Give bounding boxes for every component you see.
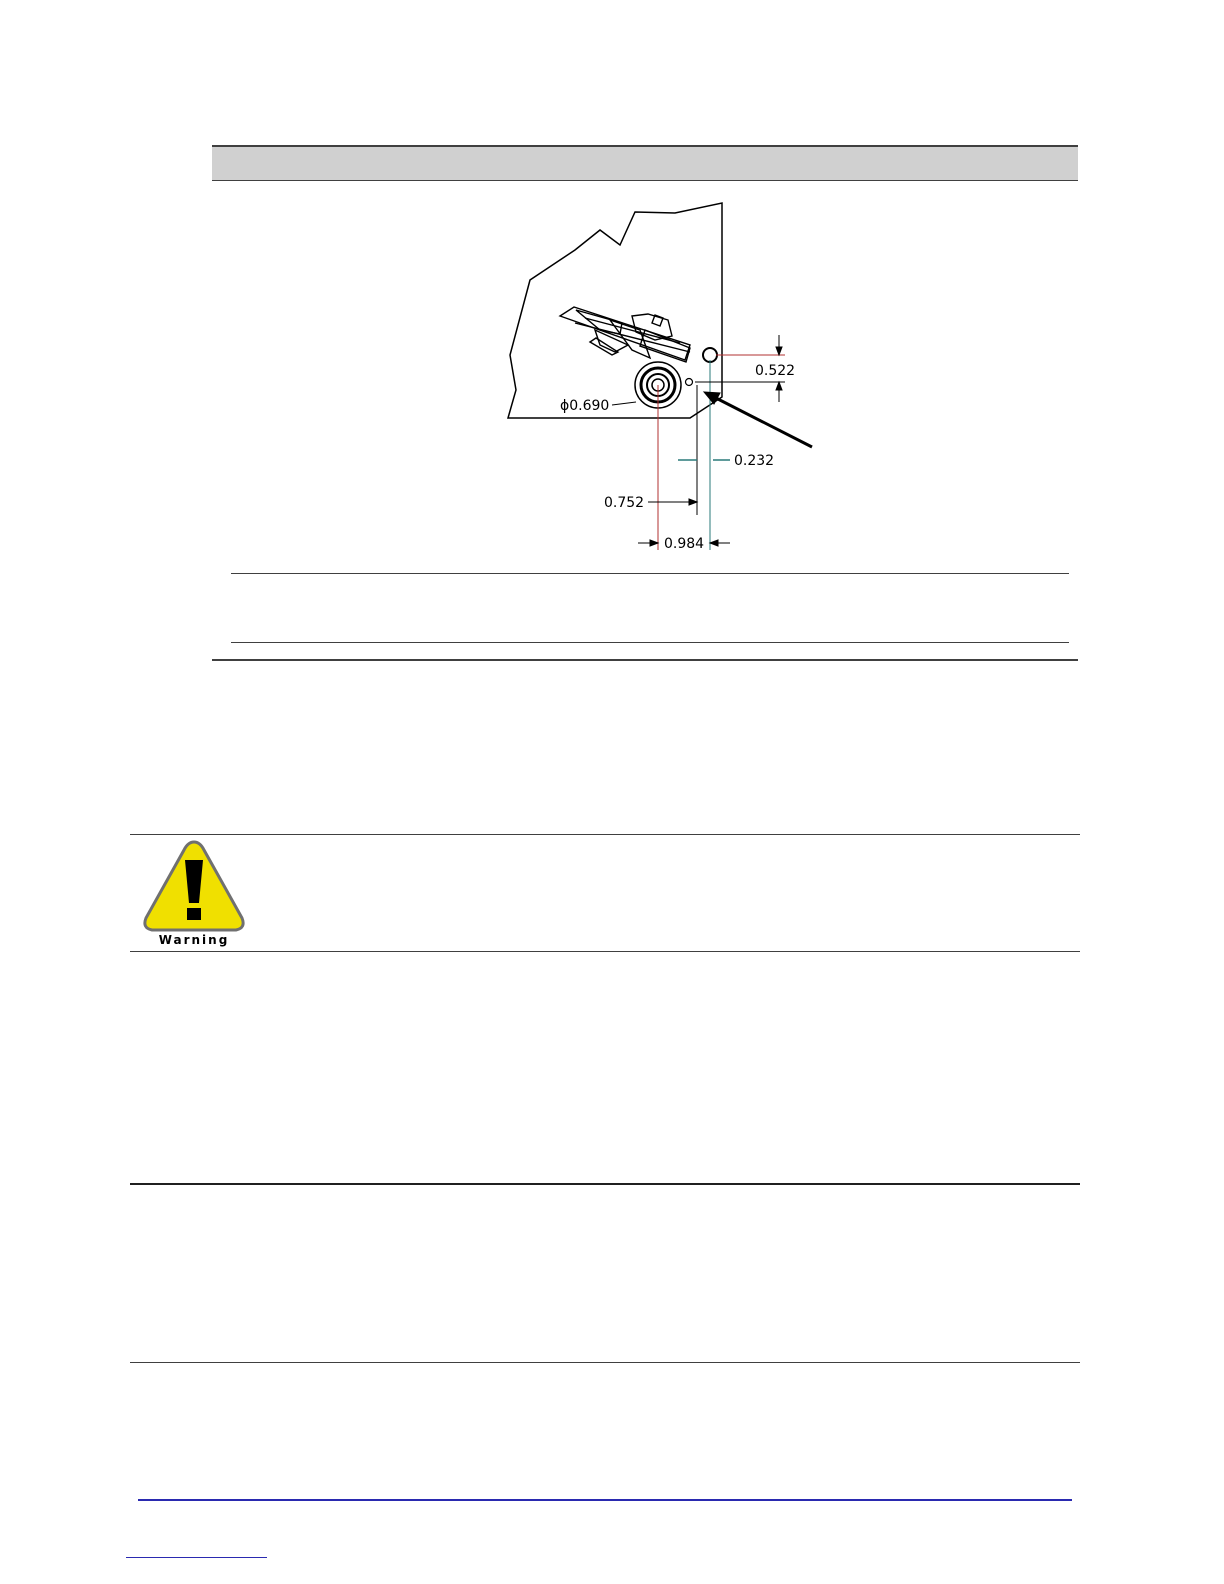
- bracket-assembly: [560, 307, 690, 362]
- note-rule-top: [130, 1183, 1080, 1185]
- dim-0522-label: 0.522: [755, 363, 796, 379]
- footer-rule: [138, 1499, 1072, 1501]
- caption-rule-top: [231, 573, 1069, 574]
- warning-rule-bottom: [130, 951, 1080, 952]
- dim-0232-label: 0.232: [734, 453, 775, 469]
- warning-rule-top: [130, 834, 1080, 835]
- pointer-arrow: [704, 392, 812, 447]
- figure-header-bar: [212, 145, 1078, 181]
- figure-bottom-rule: [212, 659, 1078, 661]
- dim-0984-label: 0.984: [664, 536, 705, 552]
- footer-link-underline[interactable]: [126, 1557, 267, 1558]
- warning-icon: [138, 838, 250, 948]
- dim-0752-label: 0.752: [604, 495, 645, 511]
- caption-rule-bottom: [231, 642, 1069, 643]
- technical-drawing: [490, 195, 840, 560]
- dim-diameter-label: ϕ0.690: [560, 398, 610, 414]
- warning-icon-label: Warning: [158, 933, 230, 947]
- note-rule-bottom: [130, 1362, 1080, 1363]
